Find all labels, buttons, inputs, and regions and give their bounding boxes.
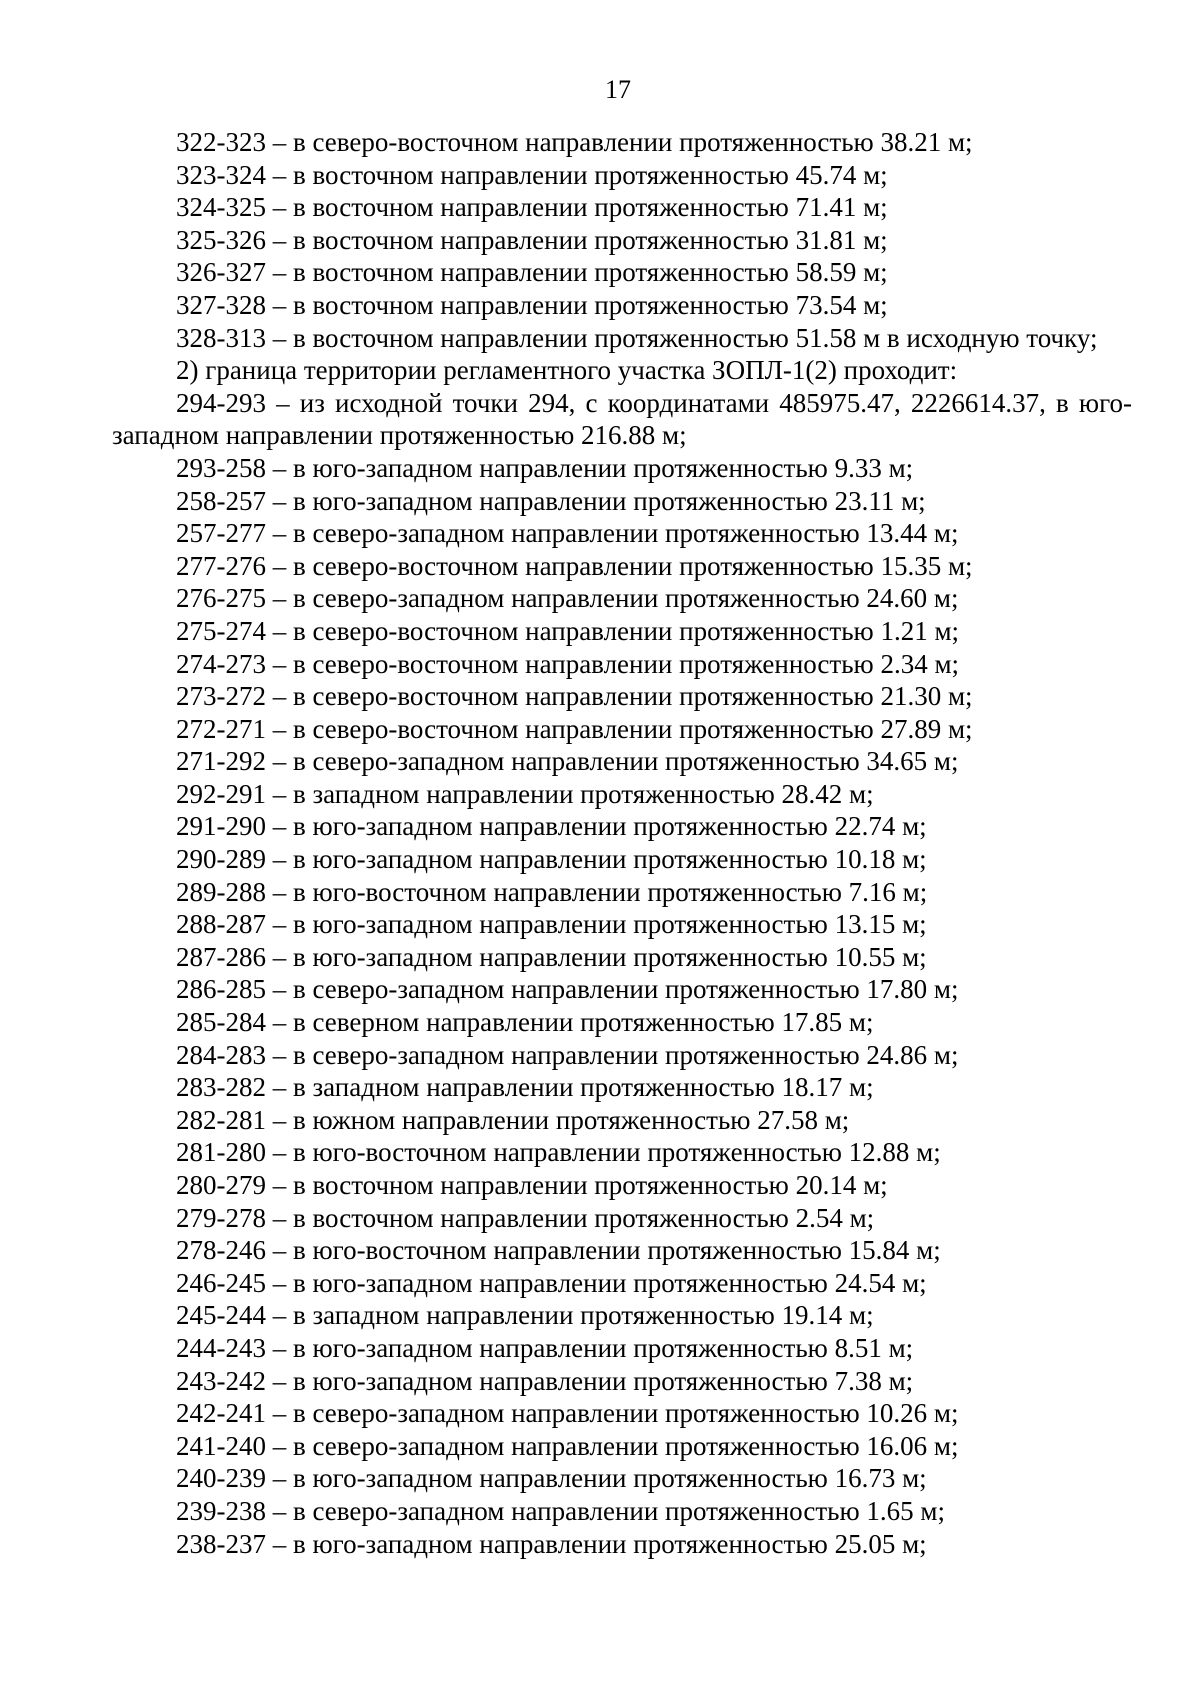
boundary-segment-line: 283-282 – в западном направлении протяженностью 18.17 м;	[176, 1072, 874, 1103]
boundary-segment-line: 273-272 – в северо-восточном направлении протяженностью 21.30 м;	[176, 681, 973, 712]
section-heading: 2) граница территории регламентного участка ЗОПЛ-1(2) проходит:	[176, 355, 958, 386]
boundary-segment-line: 293-258 – в юго-западном направлении протяженностью 9.33 м;	[176, 452, 914, 483]
boundary-segment-line: 277-276 – в северо-восточном направлении протяженностью 15.35 м;	[176, 550, 973, 581]
boundary-segment-line: 324-325 – в восточном направлении протяженностью 71.41 м;	[176, 192, 888, 223]
boundary-segment-line: 240-239 – в юго-западном направлении протяженностью 16.73 м;	[176, 1463, 927, 1494]
boundary-segment-line: 238-237 – в юго-западном направлении протяженностью 25.05 м;	[176, 1528, 927, 1559]
boundary-segment-line: 287-286 – в юго-западном направлении протяженностью 10.55 м;	[176, 941, 927, 972]
boundary-segment-line: 244-243 – в юго-западном направлении протяженностью 8.51 м;	[176, 1332, 914, 1363]
boundary-segment-line: 291-290 – в юго-западном направлении протяженностью 22.74 м;	[176, 811, 927, 842]
boundary-segment-line: 243-242 – в юго-западном направлении протяженностью 7.38 м;	[176, 1365, 914, 1396]
boundary-start-segment: 294-293 – из исходной точки 294, с координатами 485975.47, 2226614.37, в юго-западном направлении протяженностью 216.88 м;	[112, 387, 1132, 451]
boundary-segment-line: 271-292 – в северо-западном направлении протяженностью 34.65 м;	[176, 746, 959, 777]
page-number: 17	[605, 75, 631, 104]
boundary-segment-line: 284-283 – в северо-западном направлении протяженностью 24.86 м;	[176, 1039, 959, 1070]
boundary-segment-line: 327-328 – в восточном направлении протяженностью 73.54 м;	[176, 289, 888, 320]
boundary-segment-line: 325-326 – в восточном направлении протяженностью 31.81 м;	[176, 224, 888, 255]
boundary-segment-line: 239-238 – в северо-западном направлении протяженностью 1.65 м;	[176, 1495, 945, 1526]
boundary-closing-segment: 328-313 – в восточном направлении протяженностью 51.58 м в исходную точку;	[176, 322, 1098, 353]
boundary-segment-line: 275-274 – в северо-восточном направлении протяженностью 1.21 м;	[176, 615, 960, 646]
boundary-segment-line: 322-323 – в северо-восточном направлении протяженностью 38.21 м;	[176, 127, 973, 157]
boundary-segment-line: 285-284 – в северном направлении протяженностью 17.85 м;	[176, 1007, 874, 1038]
boundary-segment-line: 246-245 – в юго-западном направлении протяженностью 24.54 м;	[176, 1267, 927, 1298]
boundary-segment-line: 280-279 – в восточном направлении протяженностью 20.14 м;	[176, 1170, 888, 1200]
boundary-segment-line: 326-327 – в восточном направлении протяженностью 58.59 м;	[176, 257, 888, 288]
boundary-segment-line: 241-240 – в северо-западном направлении протяженностью 16.06 м;	[176, 1430, 959, 1461]
boundary-segment-line: 242-241 – в северо-западном направлении протяженностью 10.26 м;	[176, 1398, 959, 1429]
boundary-segment-line: 279-278 – в восточном направлении протяженностью 2.54 м;	[176, 1202, 875, 1233]
boundary-segment-line: 290-289 – в юго-западном направлении протяженностью 10.18 м;	[176, 844, 927, 875]
boundary-segment-line: 292-291 – в западном направлении протяженностью 28.42 м;	[176, 778, 874, 809]
boundary-segment-line: 278-246 – в юго-восточном направлении протяженностью 15.84 м;	[176, 1235, 941, 1266]
boundary-segment-line: 258-257 – в юго-западном направлении протяженностью 23.11 м;	[176, 485, 926, 516]
boundary-segment-line: 323-324 – в восточном направлении протяженностью 45.74 м;	[176, 159, 888, 190]
boundary-segment-line: 245-244 – в западном направлении протяженностью 19.14 м;	[176, 1300, 874, 1331]
boundary-segment-line: 289-288 – в юго-восточном направлении протяженностью 7.16 м;	[176, 876, 928, 907]
boundary-segment-line: 272-271 – в северо-восточном направлении протяженностью 27.89 м;	[176, 713, 973, 744]
boundary-segment-line: 274-273 – в северо-восточном направлении протяженностью 2.34 м;	[176, 648, 960, 679]
boundary-segment-line: 281-280 – в юго-восточном направлении протяженностью 12.88 м;	[176, 1137, 941, 1168]
boundary-segment-line: 288-287 – в юго-западном направлении протяженностью 13.15 м;	[176, 909, 927, 940]
boundary-description	[112, 126, 1132, 1560]
boundary-segment-line: 276-275 – в северо-западном направлении протяженностью 24.60 м;	[176, 583, 959, 614]
boundary-segment-line: 257-277 – в северо-западном направлении протяженностью 13.44 м;	[176, 518, 959, 549]
boundary-segment-line: 286-285 – в северо-западном направлении протяженностью 17.80 м;	[176, 974, 959, 1005]
boundary-segment-line: 282-281 – в южном направлении протяженностью 27.58 м;	[176, 1104, 850, 1135]
